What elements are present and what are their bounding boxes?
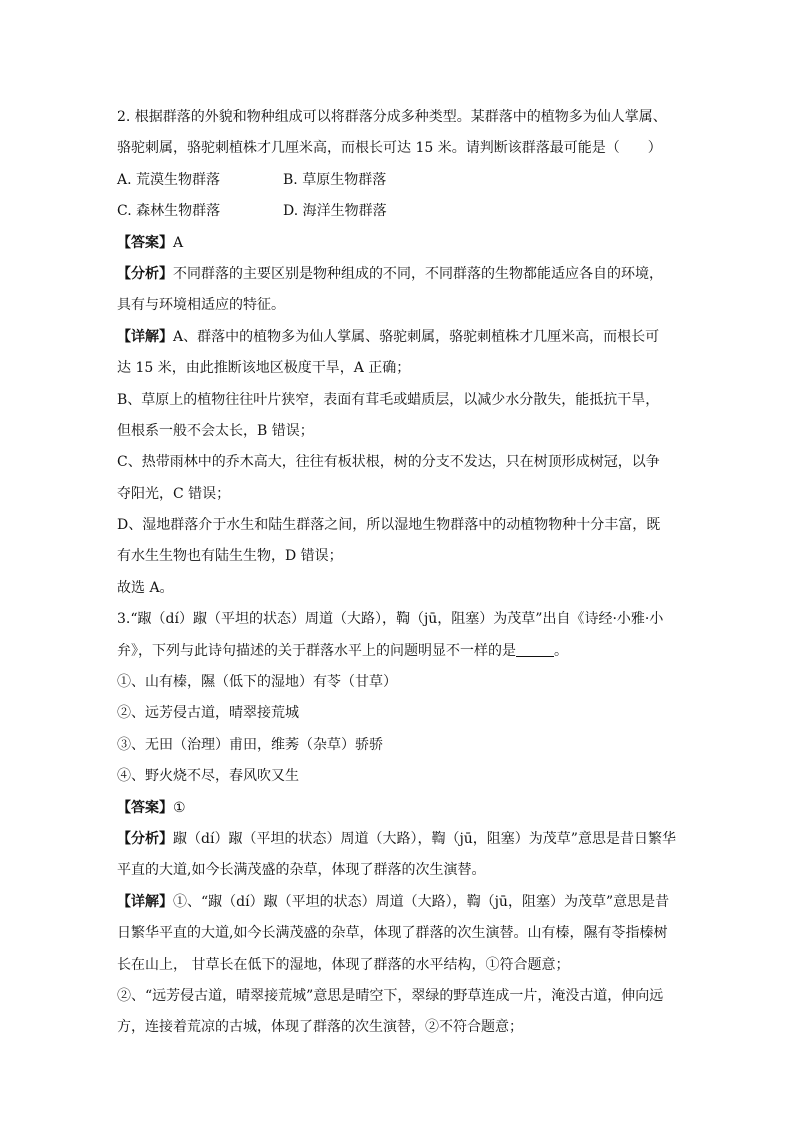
answer-value: ① [173,799,186,816]
q3-detail-line [117,887,677,918]
detail-text: A、群落中的植物多为仙人掌属、骆驼刺属，骆驼刺植株才几厘米高，而根长可 [173,328,660,345]
q3-stem-end: 。 [554,642,568,659]
q2-detail-line: 但根系一般不会太长，B 错误； [117,422,314,439]
q2-answer [117,228,677,259]
answer-blank [516,642,554,657]
q2-option-d: D. 海洋生物群落 [283,203,387,220]
answer-tag: 【答案】 [117,799,173,816]
q3-item: ④、野火烧不尽，春风吹又生 [117,768,299,785]
q2-detail-line [117,322,677,353]
answer-value: A [173,234,184,251]
q2-option-a: A. 荒漠生物群落 [117,171,221,188]
answer-tag: 【答案】 [117,234,173,251]
q3-detail-line: 长在山上， 甘草长在低下的湿地，体现了群落的水平结构，①符合题意； [117,956,570,973]
q3-answer [117,793,677,824]
q2-detail-line: 有水生生物也有陆生生物，D 错误； [117,548,343,565]
analysis-text: 不同群落的主要区别是物种组成的不同，不同群落的生物都能适应各自的环境， [173,265,663,282]
q2-detail-line: B、草原上的植物往往叶片狭窄，表面有茸毛或蜡质层，以减少水分散失，能抵抗干旱， [117,391,660,408]
q3-analysis-line: 平直的大道,如今长满茂盛的杂草，体现了群落的次生演替。 [117,862,486,879]
q3-item: ①、山有榛，隰（低下的湿地）有苓（甘草） [117,674,397,691]
q2-analysis-line [117,259,677,290]
q3-stem-text: 弁》，下列与此诗句描述的关于群落水平上的问题明显不一样的是 [117,642,516,659]
document-body [117,102,677,1044]
q3-item: ②、远芳侵古道，晴翠接荒城 [117,705,299,722]
q2-options-row [117,165,677,196]
q3-item: ③、无田（治理）甫田，维莠（杂草）骄骄 [117,736,383,753]
q3-detail-line: 方，连接着荒凉的古城，体现了群落的次生演替，②不符合题意； [117,1019,523,1036]
q2-stem-line: 骆驼刺属，骆驼刺植株才几厘米高，而根长可达 15 米。请判断该群落最可能是（ ） [117,140,662,157]
q3-analysis-line [117,824,677,855]
q3-stem-line [117,636,677,667]
q2-detail-line: C、热带雨林中的乔木高大，往往有板状根，树的分支不发达，只在树顶形成树冠，以争 [117,454,660,471]
q2-analysis-line: 具有与环境相适应的特征。 [117,297,285,314]
q2-detail-line: 夺阳光，C 错误； [117,485,231,502]
q2-detail-line: D、湿地群落介于水生和陆生群落之间，所以湿地生物群落中的动植物物种十分丰富，既 [117,517,661,534]
q2-stem-line: 2. 根据群落的外貌和物种组成可以将群落分成多种类型。某群落中的植物多为仙人掌属、 [117,109,667,125]
q3-detail-line: 日繁华平直的大道,如今长满茂盛的杂草，体现了群落的次生演替。山有榛，隰有苓指榛树 [117,925,668,942]
q3-detail-line: ②、“远芳侵古道，晴翠接荒城”意思是晴空下，翠绿的野草连成一片，淹没古道，伸向远 [117,987,664,1004]
q2-detail-line: 达 15 米，由此推断该地区极度干旱，A 正确； [117,360,411,377]
q3-stem-line: 3.“踧（dí）踧（平坦的状态）周道（大路），鞫（jū，阻塞）为茂草”出自《诗经·小雅·小 [117,611,664,628]
q2-conclusion: 故选 A。 [117,579,174,596]
detail-tag: 【详解】 [117,893,173,910]
detail-tag: 【详解】 [117,328,173,345]
q2-option-c: C. 森林生物群落 [117,203,221,220]
detail-text: ①、“踧（dí）踧（平坦的状态）周道（大路），鞫（jū，阻塞）为茂草”意思是昔 [173,893,670,910]
analysis-tag: 【分析】 [117,830,173,847]
analysis-tag: 【分析】 [117,265,173,282]
q2-options-row [117,196,677,227]
q2-option-b: B. 草原生物群落 [283,171,387,188]
analysis-text: 踧（dí）踧（平坦的状态）周道（大路），鞫（jū，阻塞）为茂草”意思是昔日繁华 [173,830,676,847]
